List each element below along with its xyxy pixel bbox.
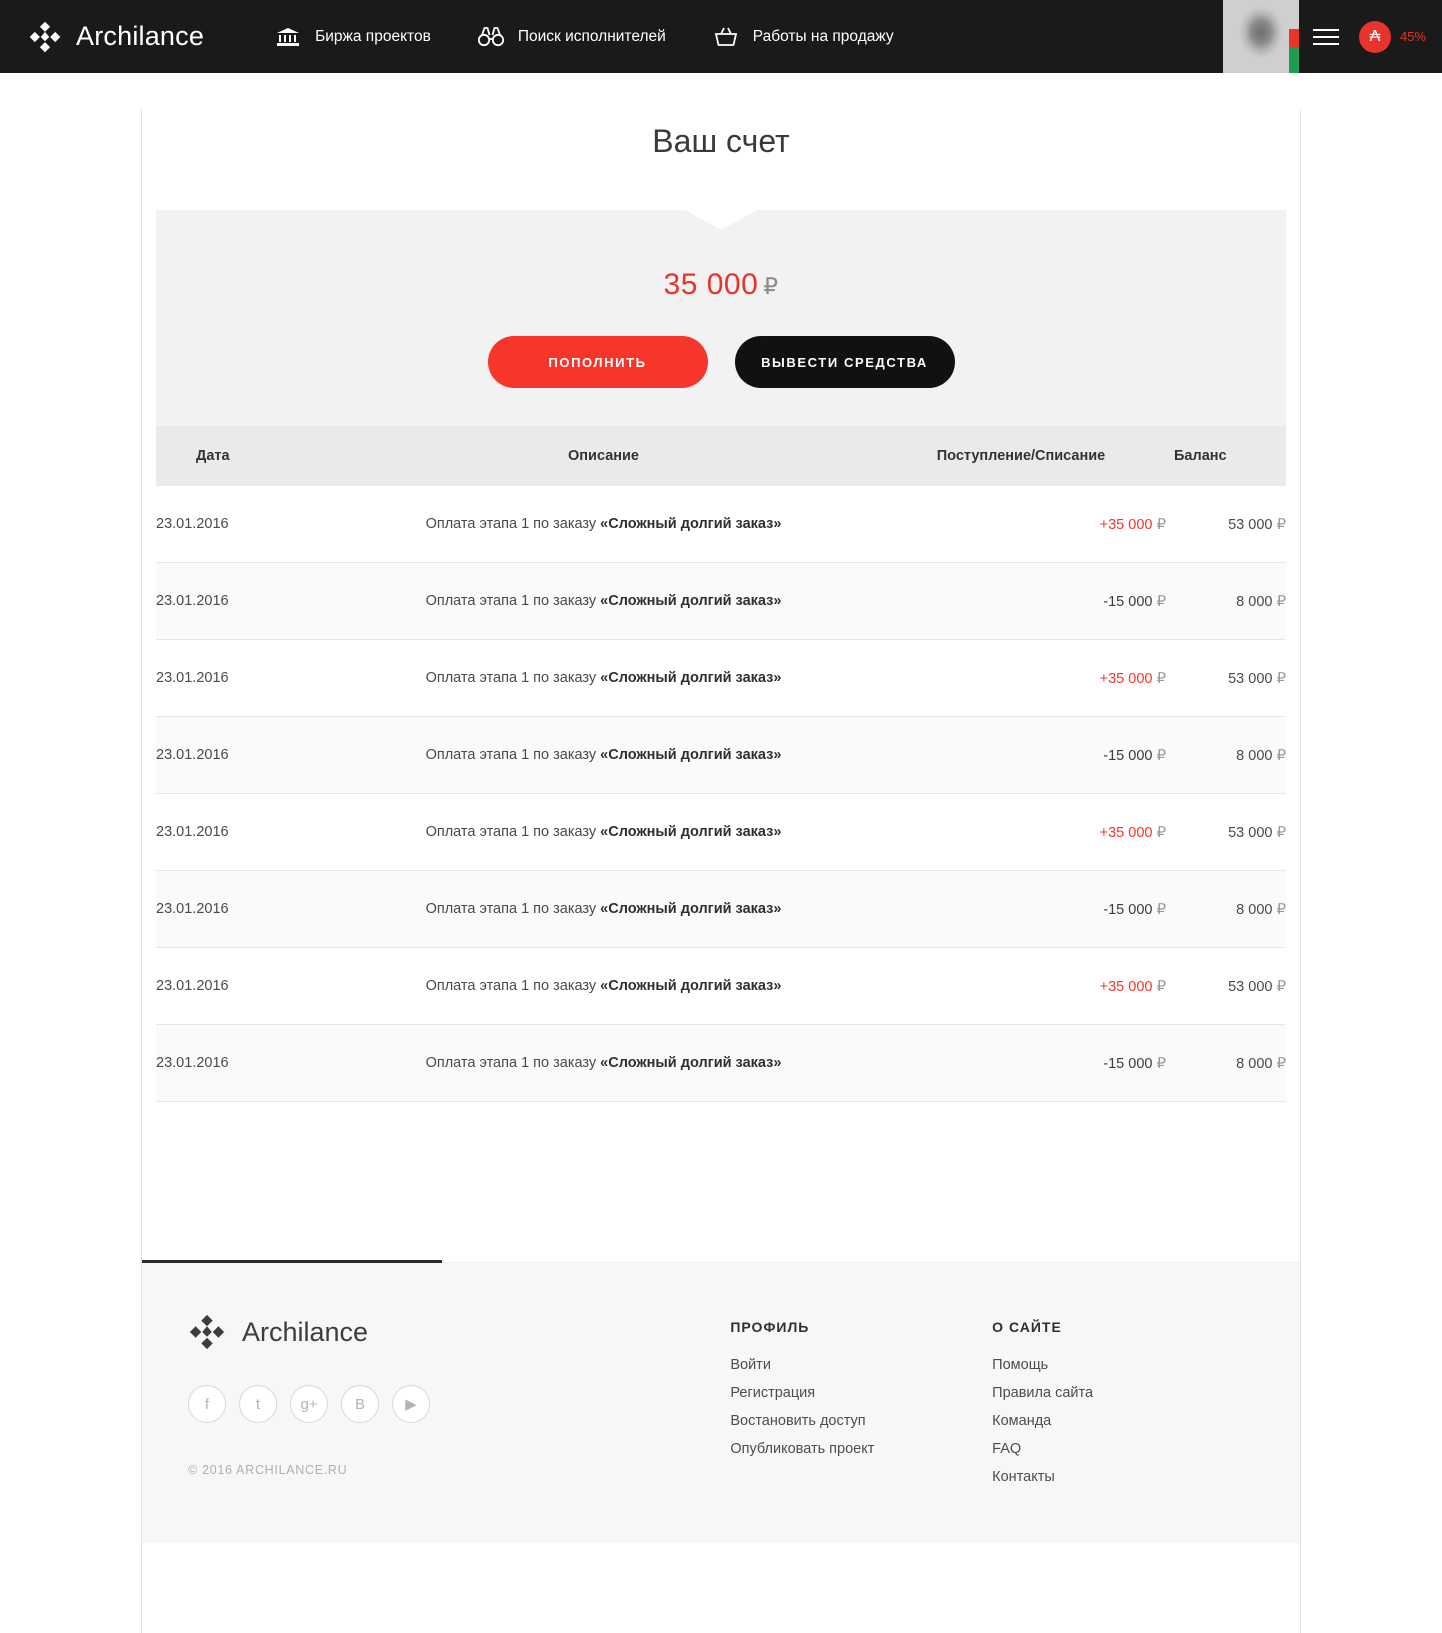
balance-amount <box>156 268 1286 302</box>
order-name: «Сложный долгий заказ» <box>600 1055 782 1071</box>
cell-amount <box>876 486 1166 563</box>
table-row[interactable] <box>156 486 1286 563</box>
cell-amount <box>876 871 1166 948</box>
description-text: Оплата этапа 1 по заказу <box>425 670 601 686</box>
cell-balance <box>1166 1025 1286 1102</box>
cell-date: 23.01.2016 <box>156 670 229 686</box>
description-text: Оплата этапа 1 по заказу <box>425 1055 601 1071</box>
balance-value: 53 000 <box>1228 979 1273 995</box>
currency-symbol: ₽ <box>1276 670 1286 687</box>
currency-symbol: ₽ <box>1156 593 1166 610</box>
currency-symbol: ₽ <box>1156 747 1166 764</box>
progress-percent: 45% <box>1399 29 1426 44</box>
currency-symbol: ₽ <box>1276 747 1286 764</box>
facebook-icon[interactable]: f <box>188 1385 226 1423</box>
order-name: «Сложный долгий заказ» <box>600 824 782 840</box>
column-header-balance: Баланс <box>1166 426 1286 486</box>
cell-description <box>331 717 876 794</box>
bank-icon <box>274 25 302 49</box>
currency-symbol: ₽ <box>1156 824 1166 841</box>
table-head <box>156 426 1286 486</box>
page-container <box>141 109 1301 1633</box>
coin-glyph: ₳ <box>1369 27 1381 45</box>
menu-toggle-button[interactable] <box>1299 0 1353 73</box>
footer-link[interactable]: Опубликовать проект <box>730 1441 875 1457</box>
cell-description <box>331 948 876 1025</box>
nav-item-find-performers[interactable] <box>477 25 666 49</box>
cell-amount <box>876 563 1166 640</box>
site-footer <box>142 1262 1300 1543</box>
social-links <box>188 1385 730 1423</box>
cell-description <box>331 640 876 717</box>
archilance-logo-icon <box>28 20 62 54</box>
vk-icon[interactable]: B <box>341 1385 379 1423</box>
cell-date: 23.01.2016 <box>156 978 229 994</box>
amount-value: +35 000 <box>1099 517 1153 533</box>
footer-links-about <box>992 1357 1254 1485</box>
footer-links-profile <box>730 1357 992 1457</box>
cell-balance <box>1166 486 1286 563</box>
binoculars-icon <box>477 25 505 49</box>
logo-home-link[interactable] <box>28 20 204 54</box>
table-row[interactable] <box>156 563 1286 640</box>
nav-label-works-for-sale: Работы на продажу <box>752 27 894 45</box>
column-header-date: Дата <box>156 426 331 486</box>
cell-balance <box>1166 794 1286 871</box>
brand-name: Archilance <box>76 21 205 51</box>
cell-balance <box>1166 640 1286 717</box>
balance-actions <box>156 336 1286 388</box>
description-text: Оплата этапа 1 по заказу <box>425 824 601 840</box>
balance-value: 53 000 <box>1228 671 1273 687</box>
topup-button[interactable]: ПОПОЛНИТЬ <box>488 336 708 388</box>
table-header-row <box>156 426 1286 486</box>
description-text: Оплата этапа 1 по заказу <box>425 978 601 994</box>
column-header-description: Описание <box>331 426 876 486</box>
description-text: Оплата этапа 1 по заказу <box>425 901 601 917</box>
description-text: Оплата этапа 1 по заказу <box>425 593 601 609</box>
footer-column-profile <box>730 1313 992 1497</box>
cell-date: 23.01.2016 <box>156 516 229 532</box>
amount-value: +35 000 <box>1099 979 1153 995</box>
panel-notch <box>685 210 757 230</box>
column-header-amount: Поступление/Списание <box>876 426 1166 486</box>
cell-balance <box>1166 948 1286 1025</box>
cell-description <box>331 1025 876 1102</box>
cell-amount <box>876 717 1166 794</box>
table-row[interactable] <box>156 1025 1286 1102</box>
amount-value: +35 000 <box>1099 671 1153 687</box>
copyright: © 2016 ARCHILANCE.RU <box>188 1463 348 1477</box>
cell-date: 23.01.2016 <box>156 901 229 917</box>
currency-symbol: ₽ <box>1156 1055 1166 1072</box>
footer-accent-bar <box>142 1260 442 1263</box>
balance-value: 8 000 <box>1236 594 1273 610</box>
footer-column-title: ПРОФИЛЬ <box>730 1319 810 1335</box>
footer-link[interactable]: FAQ <box>992 1441 1022 1457</box>
currency-symbol: ₽ <box>1156 670 1166 687</box>
cell-balance <box>1166 563 1286 640</box>
table-row[interactable] <box>156 640 1286 717</box>
nav-label-projects: Биржа проектов <box>315 27 431 45</box>
balance-currency: ₽ <box>763 273 779 299</box>
site-header <box>0 0 1442 73</box>
withdraw-button[interactable]: ВЫВЕСТИ СРЕДСТВА <box>735 336 955 388</box>
header-right-cluster <box>1223 0 1442 73</box>
footer-brand-name: Archilance <box>242 1316 369 1347</box>
table-row[interactable] <box>156 948 1286 1025</box>
balance-value: 35 000 <box>663 268 759 301</box>
youtube-icon[interactable]: ▶ <box>392 1385 430 1423</box>
footer-link[interactable]: Регистрация <box>730 1385 816 1401</box>
currency-symbol: ₽ <box>1156 516 1166 533</box>
cell-description <box>331 794 876 871</box>
balance-value: 8 000 <box>1236 902 1273 918</box>
order-name: «Сложный долгий заказ» <box>600 593 782 609</box>
cell-date: 23.01.2016 <box>156 747 229 763</box>
archilance-logo-icon <box>188 1313 226 1351</box>
balance-value: 8 000 <box>1236 1056 1273 1072</box>
nav-item-works-for-sale[interactable] <box>712 25 894 49</box>
cell-amount <box>876 794 1166 871</box>
cell-amount <box>876 1025 1166 1102</box>
cell-balance <box>1166 871 1286 948</box>
currency-symbol: ₽ <box>1276 1055 1286 1072</box>
table-row[interactable] <box>156 717 1286 794</box>
cell-description <box>331 486 876 563</box>
table-row[interactable] <box>156 794 1286 871</box>
cell-date: 23.01.2016 <box>156 1055 229 1071</box>
order-name: «Сложный долгий заказ» <box>600 978 782 994</box>
cell-date: 23.01.2016 <box>156 593 229 609</box>
cell-amount <box>876 948 1166 1025</box>
twitter-icon[interactable]: t <box>239 1385 277 1423</box>
currency-symbol: ₽ <box>1156 901 1166 918</box>
order-name: «Сложный долгий заказ» <box>600 747 782 763</box>
currency-symbol: ₽ <box>1156 978 1166 995</box>
footer-column-title: О САЙТЕ <box>992 1319 1062 1335</box>
footer-link[interactable]: Войти <box>730 1357 771 1373</box>
description-text: Оплата этапа 1 по заказу <box>425 516 601 532</box>
nav-item-projects[interactable] <box>274 25 431 49</box>
balance-panel <box>156 210 1286 426</box>
amount-value: +35 000 <box>1099 825 1153 841</box>
balance-value: 8 000 <box>1236 748 1273 764</box>
footer-link[interactable]: Команда <box>992 1413 1052 1429</box>
currency-symbol: ₽ <box>1276 978 1286 995</box>
page-title: Ваш счет <box>652 123 790 159</box>
currency-symbol: ₽ <box>1276 824 1286 841</box>
balance-value: 53 000 <box>1228 825 1273 841</box>
currency-symbol: ₽ <box>1276 593 1286 610</box>
table-body <box>156 486 1286 1102</box>
order-name: «Сложный долгий заказ» <box>600 670 782 686</box>
avatar[interactable] <box>1223 0 1299 73</box>
footer-link[interactable]: Правила сайта <box>992 1385 1094 1401</box>
footer-logo-link[interactable] <box>188 1313 730 1351</box>
amount-value: -15 000 <box>1103 1056 1153 1072</box>
description-text: Оплата этапа 1 по заказу <box>425 747 601 763</box>
main-nav <box>274 25 894 49</box>
basket-icon <box>712 25 740 49</box>
cell-balance <box>1166 717 1286 794</box>
amount-value: -15 000 <box>1103 594 1153 610</box>
profile-progress[interactable] <box>1353 21 1442 53</box>
table-row[interactable] <box>156 871 1286 948</box>
cell-description <box>331 871 876 948</box>
cell-amount <box>876 640 1166 717</box>
footer-link[interactable]: Помощь <box>992 1357 1049 1373</box>
nav-label-find-performers: Поиск исполнителей <box>517 27 666 45</box>
coin-icon <box>1359 21 1391 53</box>
cell-date: 23.01.2016 <box>156 824 229 840</box>
footer-brand-block <box>188 1313 730 1497</box>
footer-column-about <box>992 1313 1254 1497</box>
currency-symbol: ₽ <box>1276 516 1286 533</box>
amount-value: -15 000 <box>1103 902 1153 918</box>
google-plus-icon[interactable]: g+ <box>290 1385 328 1423</box>
order-name: «Сложный долгий заказ» <box>600 901 782 917</box>
balance-value: 53 000 <box>1228 517 1273 533</box>
currency-symbol: ₽ <box>1276 901 1286 918</box>
cell-description <box>331 563 876 640</box>
transactions-table <box>156 426 1286 1102</box>
order-name: «Сложный долгий заказ» <box>600 516 782 532</box>
footer-link[interactable]: Востановить доступ <box>730 1413 866 1429</box>
amount-value: -15 000 <box>1103 748 1153 764</box>
footer-link[interactable]: Контакты <box>992 1469 1055 1485</box>
